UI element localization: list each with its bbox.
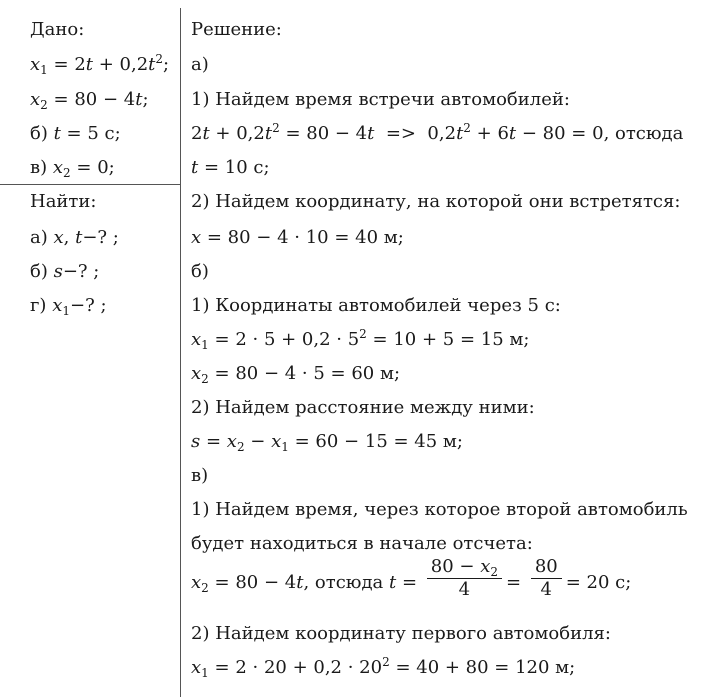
given-b-t: б) t = 5 с; [30,123,121,144]
find-header: Найти: [30,191,97,212]
part-a-coordinate: x = 80 − 4 · 10 = 40 м; [191,227,404,248]
part-v-step1a: 1) Найдем время, через которое второй автомобиль [191,499,688,520]
column-divider [180,8,181,697]
part-v-step2: 2) Найдем координату первого автомобиля: [191,623,611,644]
part-b-step2: 2) Найдем расстояние между ними: [191,397,535,418]
part-b-label: б) [191,261,209,282]
given-x2: $x_2 = 80 - 4t$; [30,89,149,112]
part-v-equation: $x_2 = 80 - 4t$, отсюда t = $\frac{80 - x_2}{4}$ = $\frac{80}{4}$ = 20 с; [191,556,632,600]
find-g: г) $x_1-$? ; [30,295,107,318]
given-header: Дано: [30,19,85,40]
part-a-step1: 1) Найдем время встречи автомобилей: [191,89,570,110]
part-v-x1: $x_1 = 2 \cdot 20 + 0,2 \cdot 20^2 = 40 + 80 = 120$ м; [191,655,576,680]
part-b-distance: $s = x_2 - x_1 = 60 - 15 = 45$ м; [191,431,463,454]
part-a-label: а) [191,54,209,75]
solution-header: Решение: [191,19,282,40]
given-find-divider [0,184,180,185]
part-b-x2: $x_2 = 80 - 4 \cdot 5 = 60$ м; [191,363,401,386]
part-b-step1: 1) Координаты автомобилей через 5 с: [191,295,561,316]
part-b-x1: $x_1 = 2 \cdot 5 + 0,2 \cdot 5^2 = 10 + 5 = 15$ м; [191,327,530,352]
fraction-2: $\frac{80}{4}$ [531,556,562,601]
find-a: а) x, t−? ; [30,227,119,248]
part-a-step2: 2) Найдем координату, на которой они встретятся: [191,191,681,212]
fraction-1: $\frac{80 - x_2}{4}$ [427,556,502,601]
part-v-label: в) [191,465,209,486]
given-x1: $x_1 = 2t + 0,2t^2$; [30,52,170,77]
part-a-equation: $2t + 0,2t^2 = 80 - 4t => 0,2t^2 + 6t - 80 = 0$, отсюда [191,121,684,144]
find-b: б) s−? ; [30,261,100,282]
given-v-x2: в) $x_2 = 0$; [30,157,115,180]
part-v-step1b: будет находиться в начале отсчета: [191,533,533,554]
part-a-time: t = 10 с; [191,157,270,178]
